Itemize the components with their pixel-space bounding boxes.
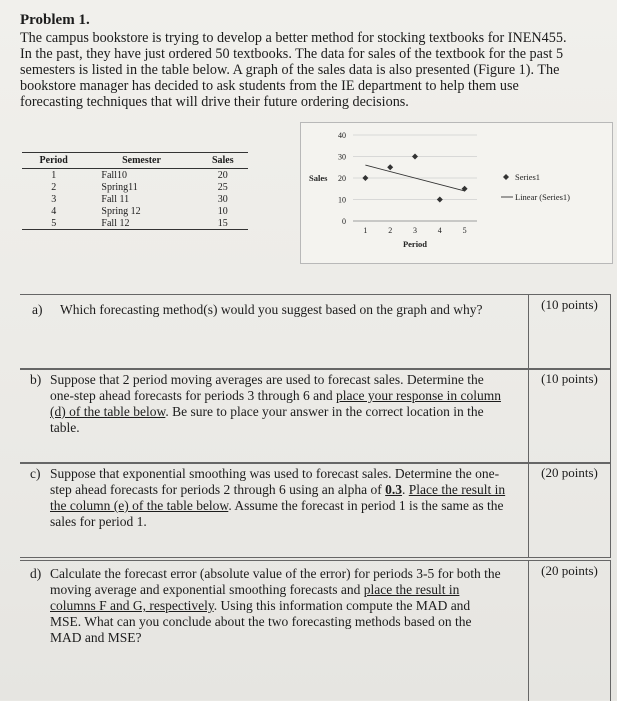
sales-chart bbox=[300, 122, 613, 264]
question-c-line: sales for period 1. bbox=[50, 514, 147, 529]
question-d-underlined: place the result in bbox=[363, 582, 460, 597]
y-tick-label: 0 bbox=[342, 217, 346, 226]
y-tick-label: 10 bbox=[338, 195, 346, 205]
question-d-underlined: columns F and G, respectively bbox=[50, 598, 214, 613]
question-c-text: step ahead forecasts for periods 2 through 6 using an alpha of bbox=[50, 482, 386, 497]
y-axis-label: Sales bbox=[309, 173, 328, 183]
y-tick-label: 30 bbox=[338, 152, 346, 162]
period-cell: 4 bbox=[51, 205, 57, 217]
data-point bbox=[462, 186, 468, 192]
question-d-line bbox=[50, 598, 530, 614]
data-point bbox=[387, 164, 393, 170]
x-tick-label: 5 bbox=[462, 226, 467, 235]
x-tick-label: 3 bbox=[413, 226, 417, 235]
question-d-label: d) bbox=[30, 566, 42, 581]
table-row bbox=[22, 205, 248, 217]
sales-table bbox=[22, 152, 248, 230]
data-point bbox=[437, 197, 443, 203]
column-header-period: Period bbox=[22, 153, 85, 169]
x-tick-label: 2 bbox=[388, 226, 393, 235]
question-d-line: Calculate the forecast error (absolute value of the error) for periods 3-5 for both the bbox=[50, 566, 501, 581]
question-b-line bbox=[50, 388, 510, 404]
question-c-text: . Assume the forecast in period 1 is the same as the bbox=[228, 498, 504, 513]
sales-cell: 15 bbox=[198, 217, 248, 230]
column-header-semester: Semester bbox=[85, 153, 197, 169]
period-cell: 3 bbox=[51, 193, 57, 205]
table-row bbox=[22, 217, 248, 230]
question-b-line bbox=[50, 404, 510, 420]
question-a-text: Which forecasting method(s) would you suggest based on the graph and why? bbox=[60, 302, 483, 317]
question-d-line: MAD and MSE? bbox=[50, 630, 142, 645]
legend-label: Series1 bbox=[515, 172, 541, 182]
intro-line: In the past, they have just ordered 50 textbooks. The data for sales of the textbook for the past 5 bbox=[20, 46, 564, 62]
legend-label: Linear (Series1) bbox=[515, 192, 570, 202]
question-c-line: Suppose that exponential smoothing was used to forecast sales. Determine the one- bbox=[50, 466, 500, 481]
problem-intro bbox=[20, 30, 610, 110]
period-cell: 5 bbox=[22, 217, 85, 230]
sales-cell: 30 bbox=[217, 193, 228, 205]
legend-marker-icon bbox=[503, 174, 509, 180]
intro-line: forecasting techniques that will drive their future ordering decisions. bbox=[20, 94, 409, 110]
question-c-underlined: Place the result in bbox=[408, 482, 506, 497]
semester-cell: Spring11 bbox=[101, 181, 138, 193]
intro-line: semesters is listed in the table below. A graph of the sales data is also presented (Figure 1). The bbox=[20, 62, 560, 78]
column-header-sales: Sales bbox=[198, 153, 248, 169]
question-d-line: MSE. What can you conclude about the two forecasting methods based on the bbox=[50, 614, 472, 629]
table-row bbox=[22, 193, 248, 205]
semester-cell: Spring 12 bbox=[101, 205, 141, 217]
data-point bbox=[412, 154, 418, 160]
intro-line: bookstore manager has decided to ask students from the IE department to help them use bbox=[20, 78, 519, 94]
question-d-text: moving average and exponential smoothing forecasts and bbox=[50, 582, 364, 597]
table-header-row bbox=[22, 153, 248, 169]
question-b-points: (10 points) bbox=[528, 369, 610, 463]
question-b-label: b) bbox=[30, 372, 42, 387]
sales-chart-svg bbox=[301, 123, 612, 263]
question-b-text: . Be sure to place your answer in the correct location in the bbox=[165, 404, 484, 419]
question-c-line bbox=[50, 498, 510, 514]
problem-title: Problem 1. bbox=[20, 12, 90, 28]
sales-cell: 10 bbox=[217, 205, 228, 217]
question-c-points: (20 points) bbox=[528, 463, 610, 557]
question-c-text: . bbox=[402, 482, 409, 497]
question-b-line: Suppose that 2 period moving averages are used to forecast sales. Determine the bbox=[50, 372, 484, 387]
question-c-line bbox=[50, 482, 510, 498]
question-c-underlined: the column (e) of the table below bbox=[50, 498, 229, 513]
y-tick-label: 40 bbox=[338, 131, 346, 140]
table-row bbox=[22, 169, 248, 182]
semester-cell: Fall10 bbox=[101, 169, 127, 181]
period-cell: 1 bbox=[51, 169, 57, 181]
x-tick-label: 1 bbox=[363, 226, 368, 235]
question-d-points: (20 points) bbox=[528, 561, 610, 701]
alpha-value: 0.3 bbox=[385, 482, 403, 497]
data-point bbox=[362, 175, 368, 181]
question-b-underlined: place your response in column bbox=[336, 388, 501, 403]
question-b-underlined: (d) of the table below bbox=[50, 404, 166, 419]
question-b-text: one-step ahead forecasts for periods 3 through 6 and bbox=[50, 388, 337, 403]
question-a-label: a) bbox=[32, 302, 43, 317]
period-cell: 2 bbox=[51, 181, 57, 193]
semester-cell: Fall 12 bbox=[85, 217, 197, 230]
question-d-line bbox=[50, 582, 530, 598]
sales-cell: 25 bbox=[217, 181, 228, 193]
x-tick-label: 4 bbox=[437, 226, 442, 235]
y-tick-label: 20 bbox=[338, 174, 346, 183]
semester-cell: Fall 11 bbox=[101, 193, 130, 205]
x-axis-label: Period bbox=[402, 239, 428, 249]
question-b-line: table. bbox=[50, 420, 80, 435]
question-d-text: . Using this information compute the MAD and bbox=[213, 598, 471, 613]
question-c-label: c) bbox=[30, 466, 41, 481]
question-a-points: (10 points) bbox=[528, 295, 610, 369]
intro-line: The campus bookstore is trying to develop a better method for stocking textbooks for INEN455. bbox=[20, 30, 567, 46]
sales-cell: 20 bbox=[217, 169, 228, 181]
table-row bbox=[22, 181, 248, 193]
